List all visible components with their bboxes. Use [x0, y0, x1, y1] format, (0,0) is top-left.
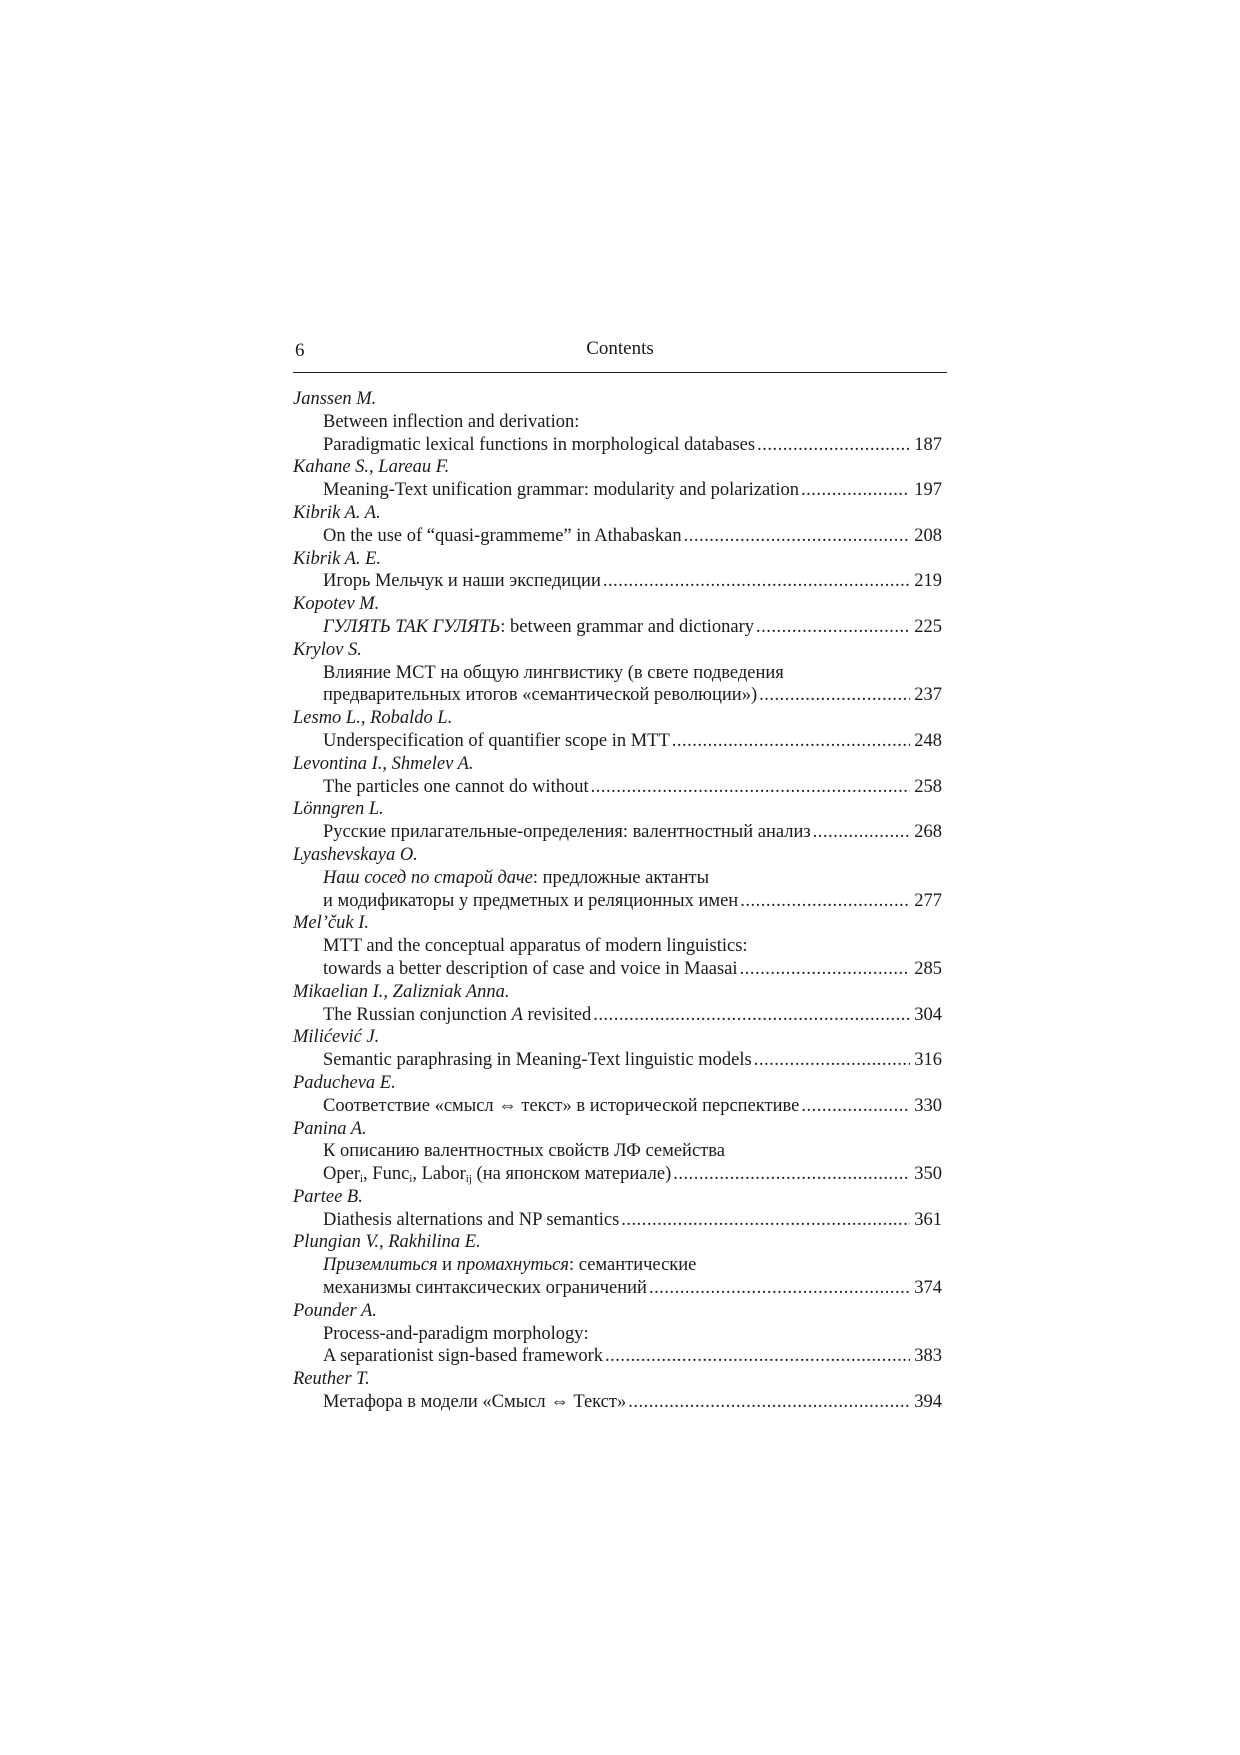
page-ref: 248	[914, 730, 942, 751]
dot-leader	[754, 1049, 911, 1072]
entry-author: Partee B.	[293, 1186, 363, 1207]
text-part: Влияние МСТ на общую лингвистику (в свете подведения	[323, 662, 784, 683]
entry-author: Janssen M.	[293, 389, 377, 409]
text-part: К описанию валентностных свойств ЛФ семейства	[323, 1141, 725, 1162]
entry-title-line	[293, 821, 942, 844]
entry-author: Mikaelian I., Zalizniak Anna.	[293, 981, 510, 1002]
dot-leader	[740, 890, 910, 913]
subscript: ij	[465, 1173, 472, 1186]
entry-title-line	[293, 958, 942, 981]
entry-title-line	[293, 1209, 942, 1232]
toc-entry	[293, 639, 942, 707]
toc-entry	[293, 1118, 942, 1186]
page-ref: 383	[914, 1346, 942, 1367]
entry-title-text	[323, 868, 709, 888]
text-part: : предложные актанты	[532, 867, 710, 888]
dot-leader	[621, 1209, 910, 1232]
text-part: Соответствие «смысл ⇔ текст» в исторической перспективе	[323, 1095, 800, 1116]
entry-author: Levontina I., Shmelev A.	[293, 753, 474, 774]
entry-title-text	[323, 684, 757, 707]
dot-leader	[801, 1095, 910, 1118]
toc-entry	[293, 1231, 942, 1299]
entry-title-line	[293, 1277, 942, 1300]
entry-author: Lyashevskaya O.	[293, 844, 418, 865]
entry-title-text	[323, 616, 754, 639]
text-part: The particles one cannot do without	[323, 776, 589, 797]
entry-title-line	[293, 411, 942, 434]
entry-author: Krylov S.	[293, 639, 362, 660]
entry-title-text	[323, 570, 601, 593]
entry-title-line	[293, 1323, 942, 1346]
text-part: revisited	[522, 1004, 592, 1025]
toc-entry	[293, 1300, 942, 1368]
dot-leader	[672, 730, 910, 753]
entry-title-text	[323, 412, 579, 432]
dot-leader	[813, 821, 911, 844]
dot-leader	[740, 958, 911, 981]
entry-title-text	[323, 1345, 603, 1368]
entry-title-text	[323, 1095, 799, 1118]
toc-entry	[293, 844, 942, 912]
dot-leader	[757, 434, 910, 457]
text-part: предварительных итогов «семантической революции»)	[323, 685, 758, 706]
page-number: 6	[295, 340, 305, 361]
page-ref: 374	[914, 1278, 942, 1299]
text-part: towards a better description of case and voice in Maasai	[323, 958, 738, 979]
entry-title-line	[293, 434, 942, 457]
entry-title-text	[323, 1255, 696, 1275]
toc-entry	[293, 1072, 942, 1118]
entry-title-line	[293, 1163, 942, 1186]
text-part: (на японском материале)	[471, 1164, 672, 1185]
entry-title-text	[323, 821, 811, 844]
dot-leader	[759, 684, 910, 707]
entry-title-text	[323, 730, 670, 753]
entry-author: Kibrik A. A.	[293, 502, 381, 523]
page-ref: 285	[914, 958, 942, 979]
text-part: Meaning-Text unification grammar: modularity and polarization	[323, 480, 799, 501]
dot-leader	[628, 1391, 910, 1414]
text-part: Игорь Мельчук и наши экспедиции	[323, 571, 601, 592]
entry-title-line	[293, 890, 942, 913]
dot-leader	[603, 570, 910, 593]
toc-entry	[293, 912, 942, 980]
entry-title-line	[293, 662, 942, 685]
entry-title-text	[323, 1277, 647, 1300]
page-ref: 268	[914, 822, 942, 843]
text-part: : семантические	[569, 1255, 697, 1276]
entry-title-text	[323, 1209, 619, 1232]
page-ref: 237	[914, 685, 942, 706]
entry-title-text	[323, 1049, 752, 1072]
entry-author: Plungian V., Rakhilina E.	[293, 1232, 481, 1253]
entry-title-line	[293, 1254, 942, 1277]
dot-leader	[673, 1163, 910, 1186]
entry-author: Kopotev M.	[293, 594, 380, 615]
entry-title-line	[293, 479, 942, 502]
text-part: The Russian conjunction	[323, 1004, 512, 1025]
text-part: Semantic paraphrasing in Meaning-Text linguistic models	[323, 1050, 752, 1071]
page-ref: 316	[914, 1050, 942, 1071]
entry-title-text	[323, 890, 738, 913]
header-rule	[293, 372, 947, 373]
entry-title-text	[323, 936, 748, 956]
text-part: Between inflection and derivation:	[323, 411, 580, 432]
entry-title-text	[323, 1141, 725, 1161]
text-part: Process-and-paradigm morphology:	[323, 1323, 589, 1344]
entry-author: Panina A.	[293, 1118, 367, 1139]
text-part: : between grammar and dictionary	[500, 616, 755, 637]
entry-author: Reuther T.	[293, 1369, 370, 1390]
entry-author: Paducheva E.	[293, 1072, 396, 1093]
entry-title-line	[293, 616, 942, 639]
entry-title-text	[323, 1163, 671, 1186]
page-ref: 208	[914, 525, 942, 546]
italic-text: Наш сосед по старой даче	[323, 867, 533, 888]
page-ref: 187	[914, 434, 942, 455]
entry-title-text	[323, 663, 784, 683]
entry-title-line	[293, 730, 942, 753]
entry-title-line	[293, 1140, 942, 1163]
page-ref: 304	[914, 1004, 942, 1025]
entry-author: Kibrik A. E.	[293, 548, 382, 569]
text-part: Diathesis alternations and NP semantics	[323, 1209, 620, 1230]
entry-title-text	[323, 958, 738, 981]
toc-entry	[293, 502, 942, 548]
entry-title-line	[293, 867, 942, 890]
entry-title-line	[293, 570, 942, 593]
entry-title-text	[323, 1391, 626, 1414]
page-ref: 330	[914, 1095, 942, 1116]
entry-author: Mel’čuk I.	[293, 913, 370, 934]
text-part: и модификаторы у предметных и реляционных имен	[323, 890, 739, 911]
italic-text: ГУЛЯТЬ ТАК ГУЛЯТЬ	[323, 616, 501, 637]
entry-title-line	[293, 1391, 942, 1414]
entry-title-line	[293, 525, 942, 548]
toc-entry	[293, 981, 942, 1027]
page-ref: 361	[914, 1209, 942, 1230]
entry-author: Kahane S., Lareau F.	[293, 457, 450, 478]
text-part: Oper	[323, 1164, 360, 1185]
entry-title-line	[293, 776, 942, 799]
entry-author: Lesmo L., Robaldo L.	[293, 708, 453, 729]
dot-leader	[591, 776, 911, 799]
text-part: Метафора в модели «Смысл ⇔ Текст»	[323, 1392, 627, 1413]
entry-title-text	[323, 776, 589, 799]
entry-title-line	[293, 1049, 942, 1072]
text-part: On the use of “quasi-grammeme” in Athabaskan	[323, 525, 682, 546]
entry-title-line	[293, 1004, 942, 1027]
dot-leader	[593, 1004, 910, 1027]
page-ref: 219	[914, 571, 942, 592]
dot-leader	[684, 525, 911, 548]
toc-entry	[293, 548, 942, 594]
subscript: i	[409, 1173, 413, 1186]
toc-entry	[293, 1026, 942, 1072]
text-part: Underspecification of quantifier scope in MTT	[323, 730, 670, 751]
dot-leader	[756, 616, 910, 639]
entry-title-text	[323, 1004, 591, 1027]
page-ref: 197	[914, 480, 942, 501]
toc-entry	[293, 1368, 942, 1414]
page-ref: 258	[914, 776, 942, 797]
entry-title-line	[293, 935, 942, 958]
subscript: i	[359, 1173, 364, 1186]
running-title: Contents	[586, 338, 654, 359]
table-of-contents	[293, 388, 942, 1414]
italic-text: A	[511, 1004, 523, 1025]
text-part: и	[437, 1255, 457, 1276]
entry-title-line	[293, 1345, 942, 1368]
dot-leader	[649, 1277, 910, 1300]
text-part: , Func	[363, 1164, 410, 1185]
toc-entry	[293, 1186, 942, 1232]
entry-author: Lönngren L.	[293, 799, 384, 820]
entry-author: Milićević J.	[293, 1027, 380, 1048]
text-part: механизмы синтаксических ограничений	[323, 1278, 647, 1299]
toc-entry	[293, 593, 942, 639]
entry-title-text	[323, 525, 682, 548]
toc-entry	[293, 753, 942, 799]
entry-author: Pounder A.	[293, 1300, 377, 1321]
text-part: A separationist sign-based framework	[323, 1346, 603, 1367]
dot-leader	[801, 479, 910, 502]
entry-title-line	[293, 1095, 942, 1118]
page-header	[293, 338, 947, 368]
page-ref: 277	[914, 890, 942, 911]
text-part: Русские прилагательные-определения: валентностный анализ	[323, 822, 811, 843]
toc-entry	[293, 456, 942, 502]
toc-entry	[293, 707, 942, 753]
italic-text: промахнуться	[456, 1255, 569, 1276]
text-part: , Labor	[412, 1164, 466, 1185]
page-ref: 225	[914, 616, 942, 637]
toc-entry	[293, 388, 942, 456]
entry-title-text	[323, 479, 799, 502]
entry-title-text	[323, 434, 755, 457]
page-ref: 350	[914, 1164, 942, 1185]
entry-title-text	[323, 1324, 589, 1344]
toc-entry	[293, 798, 942, 844]
page-ref: 394	[914, 1392, 942, 1413]
text-part: MTT and the conceptual apparatus of modern linguistics:	[323, 936, 748, 957]
entry-title-line	[293, 684, 942, 707]
dot-leader	[605, 1345, 910, 1368]
italic-text: Приземлиться	[323, 1255, 438, 1276]
text-part: Paradigmatic lexical functions in morphological databases	[323, 434, 756, 455]
